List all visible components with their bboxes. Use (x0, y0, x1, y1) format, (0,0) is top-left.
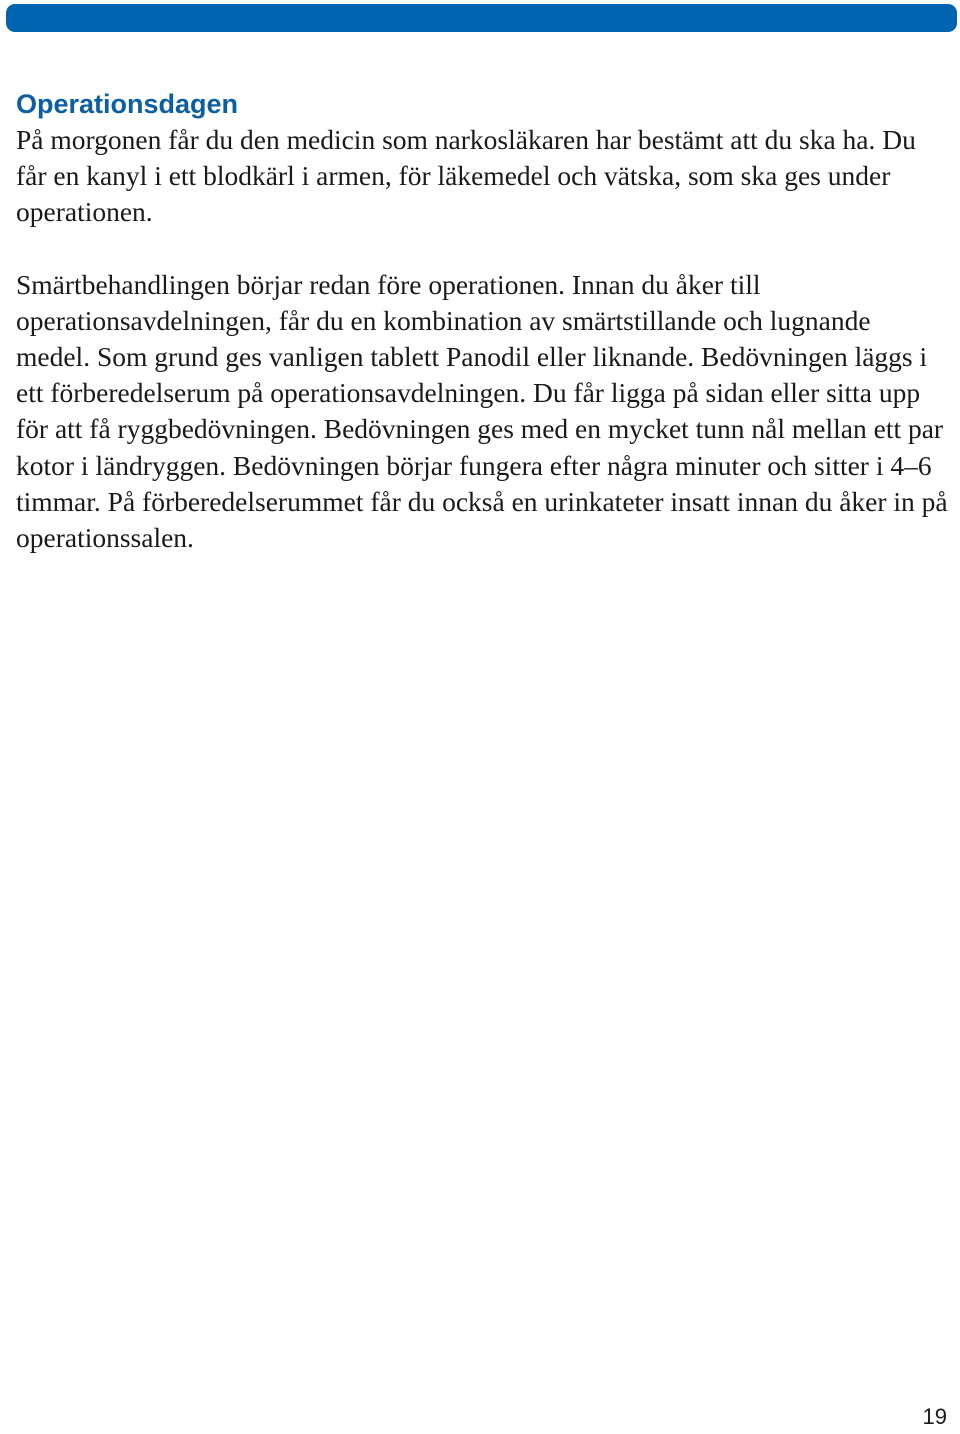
document-body (16, 86, 951, 556)
page-number: 19 (922, 1404, 947, 1429)
paragraph-morning: På morgonen får du den medicin som narkosläkaren har bestämt att du ska ha. Du får en kanyl i ett blodkärl i armen, för läkemedel och vätska, som ska ges under operationen. (16, 124, 916, 228)
section-heading: Operationsdagen (16, 89, 239, 119)
header-color-band (6, 4, 957, 32)
paragraph-pain-treatment: Smärtbehandlingen börjar redan före operationen. Innan du åker till operationsavdelningen, får du en kombination av smärtstillande och lugnande medel. Som grund ges vanligen tablett Panodil eller liknande. Bedövningen läggs i ett förberedelserum på operationsavdelningen. Du får ligga på sidan eller sitta upp för att få ryggbedövningen. Bedövningen ges med en mycket tunn nål mellan ett par kotor i ländryggen. Bedövningen börjar fungera efter några minuter och sitter i 4–6 timmar. På förberedelserummet får du också en urinkateter insatt innan du åker in på operationssalen. (16, 268, 948, 554)
